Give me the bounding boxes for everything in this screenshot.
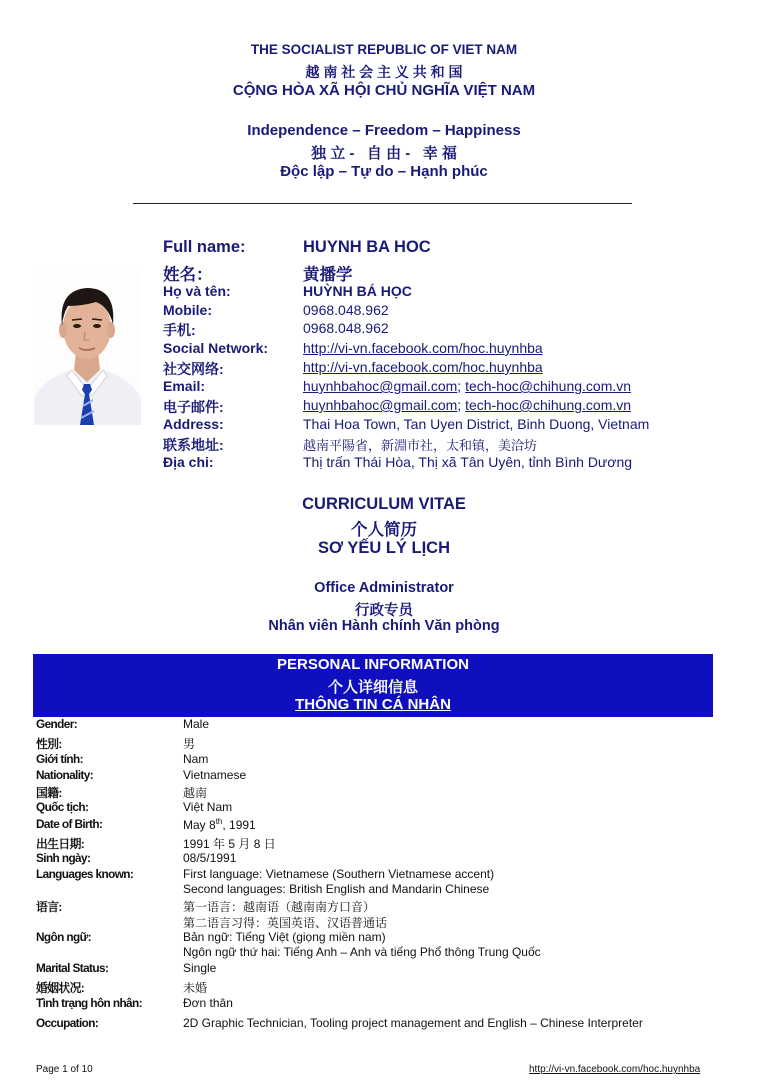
nationality-value: Vietnamese — [183, 768, 247, 782]
fullname-value: HUYNH BA HOC — [303, 238, 431, 256]
section-title-vi: THÔNG TIN CÁ NHÂN — [295, 696, 451, 713]
fullname-label-vi: Họ và tên: — [163, 283, 231, 299]
email-separator-zh: ; — [457, 397, 462, 413]
email-link-primary-zh[interactable]: huynhbahoc@gmail.com — [303, 397, 458, 413]
fullname-value-vi: HUỲNH BÁ HỌC — [303, 283, 412, 299]
dob-label-vi: Sinh ngày: — [36, 851, 91, 865]
nationality-label-zh: 国籍: — [36, 786, 62, 800]
motto-vi: Độc lập – Tự do – Hạnh phúc — [280, 163, 488, 180]
marital-value: Single — [183, 961, 217, 975]
header-divider — [133, 203, 632, 204]
gender-value: Male — [183, 717, 210, 731]
section-title-en: PERSONAL INFORMATION — [277, 656, 469, 673]
mobile-value-zh: 0968.048.962 — [303, 320, 389, 336]
email-separator: ; — [457, 378, 462, 394]
cv-title-zh: 个人简历 — [351, 521, 417, 539]
address-label: Address: — [163, 416, 224, 432]
country-title-zh: 越 南 社 会 主 义 共 和 国 — [305, 64, 463, 80]
email-link-work-zh[interactable]: tech-hoc@chihung.com.vn — [465, 397, 632, 413]
email-link-primary[interactable]: huynhbahoc@gmail.com — [303, 378, 458, 394]
profile-photo — [34, 266, 141, 425]
address-label-vi: Địa chi: — [163, 454, 214, 470]
dob-value-zh: 1991 年 5 月 8 日 — [183, 837, 276, 851]
social-link-zh[interactable]: http://vi-vn.facebook.com/hoc.huynhba — [303, 359, 543, 375]
email-link-work[interactable]: tech-hoc@chihung.com.vn — [465, 378, 632, 394]
nationality-label-vi: Quốc tịch: — [36, 800, 89, 814]
country-title-vi: CỘNG HÒA XÃ HỘI CHỦ NGHĨA VIỆT NAM — [232, 82, 536, 99]
marital-value-zh: 未婚 — [183, 981, 208, 995]
marital-label-vi: Tình trạng hôn nhân: — [36, 996, 142, 1010]
dob-label-zh: 出生日期: — [36, 837, 85, 851]
marital-label: Marital Status: — [36, 961, 109, 975]
address-value-vi: Thị trấn Thái Hòa, Thị xã Tân Uyên, tỉnh Bình Dương — [303, 454, 633, 470]
languages-label-vi: Ngôn ngữ: — [36, 930, 91, 944]
mobile-value: 0968.048.962 — [303, 302, 389, 318]
fullname-label-zh: 姓名： — [163, 266, 213, 284]
country-title-en: THE SOCIALIST REPUBLIC OF VIET NAM — [250, 42, 518, 57]
gender-label-zh: 性別: — [36, 737, 62, 751]
mobile-label-zh: 手机: — [163, 322, 196, 338]
social-link[interactable]: http://vi-vn.facebook.com/hoc.huynhba — [303, 340, 543, 356]
languages-first: First language: Vietnamese (Southern Vietnamese accent) — [183, 867, 495, 881]
marital-label-zh: 婚姻状况: — [36, 981, 85, 995]
personal-info-banner — [33, 654, 713, 717]
languages-first-zh: 第一语言：越南语（越南南方口音） — [183, 900, 376, 914]
languages-first-vi: Bản ngữ: Tiếng Việt (giọng miền nam) — [183, 930, 386, 944]
mobile-label: Mobile: — [163, 302, 212, 318]
motto-en: Independence – Freedom – Happiness — [247, 122, 521, 139]
role-title-vi: Nhân viên Hành chính Văn phòng — [268, 618, 500, 634]
languages-label: Languages known: — [36, 867, 134, 881]
dob-value-vi: 08/5/1991 — [183, 851, 237, 865]
address-label-zh: 联系地址: — [163, 437, 224, 453]
cv-title-en: CURRICULUM VITAE — [302, 495, 466, 513]
nationality-value-zh: 越南 — [183, 786, 208, 800]
cv-title-vi: SƠ YẾU LÝ LỊCH — [317, 539, 451, 557]
marital-value-vi: Đơn thân — [183, 996, 233, 1010]
social-label: Social Network: — [163, 340, 269, 356]
dob-label: Date of Birth: — [36, 817, 103, 831]
nationality-value-vi: Việt Nam — [183, 800, 233, 814]
gender-value-vi: Nam — [183, 752, 209, 766]
fullname-label: Full name: — [163, 238, 246, 256]
nationality-label: Nationality: — [36, 768, 94, 782]
page-number: Page 1 of 10 — [36, 1064, 93, 1075]
fullname-value-zh: 黄播学 — [303, 266, 353, 284]
gender-label-vi: Giới tính: — [36, 752, 83, 766]
social-label-zh: 社交网络: — [163, 361, 224, 377]
languages-second-vi: Ngôn ngữ thứ hai: Tiếng Anh – Anh và tiếng Phổ thông Trung Quốc — [183, 945, 541, 959]
languages-second: Second languages: British English and Mandarin Chinese — [183, 882, 490, 896]
occupation-value: 2D Graphic Technician, Tooling project management and English – Chinese Interpreter — [183, 1016, 643, 1030]
section-title-zh: 个人详细信息 — [327, 679, 418, 696]
languages-second-zh: 第二语言习得：英国英语、汉语普通话 — [183, 916, 388, 930]
address-value: Thai Hoa Town, Tan Uyen District, Binh Duong, Vietnam — [303, 416, 650, 432]
email-label-zh: 电子邮件: — [163, 399, 224, 415]
languages-label-zh: 语言: — [36, 900, 62, 914]
role-title-en: Office Administrator — [314, 580, 454, 596]
email-label: Email: — [163, 378, 206, 394]
footer-link[interactable]: http://vi-vn.facebook.com/hoc.huynhba — [529, 1064, 701, 1075]
address-value-zh: 越南平陽省，新淵市社，太和镇，美洽坊 — [303, 439, 538, 454]
gender-value-zh: 男 — [183, 737, 196, 751]
role-title-zh: 行政专员 — [355, 603, 413, 619]
motto-zh: 独 立 - 自 由 - 幸 福 — [311, 145, 457, 162]
dob-value: May 8th, 1991 — [183, 817, 256, 832]
occupation-label: Occupation: — [36, 1016, 99, 1030]
gender-label: Gender: — [36, 717, 78, 731]
